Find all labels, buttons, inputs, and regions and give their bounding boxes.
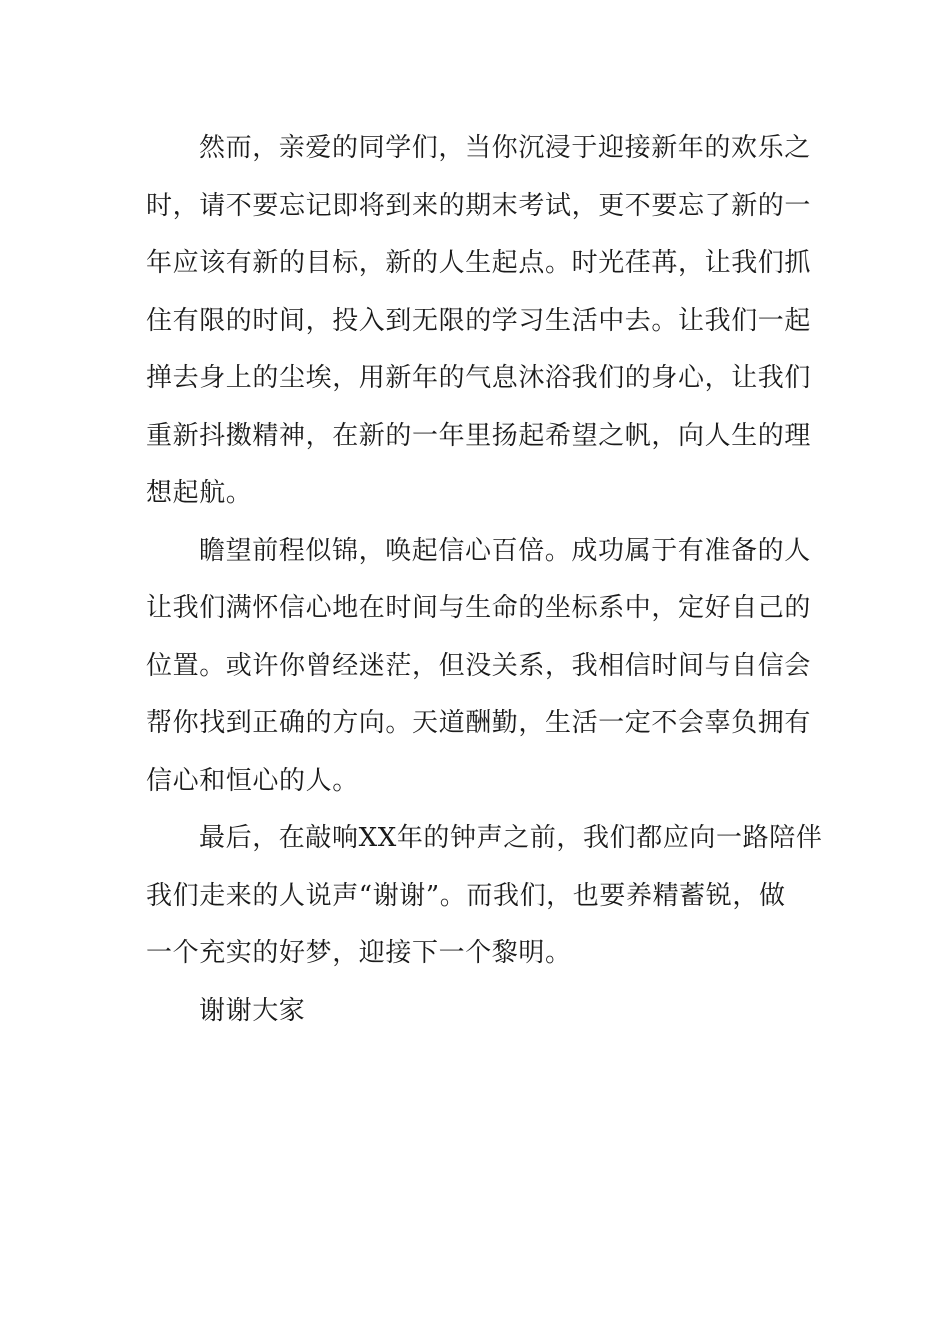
paragraph-line: 住有限的时间，投入到无限的学习生活中去。让我们一起 bbox=[146, 305, 812, 336]
paragraph-line: 位置。或许你曾经迷茫，但没关系，我相信时间与自信会 bbox=[146, 650, 812, 681]
paragraph-line: 信心和恒心的人。 bbox=[146, 765, 359, 796]
paragraph-line: 想起航。 bbox=[146, 478, 253, 508]
paragraph-line: 时，请不要忘记即将到来的期末考试，更不要忘了新的一 bbox=[146, 190, 812, 221]
document-body bbox=[146, 120, 823, 1040]
paragraph-line: 谢谢大家 bbox=[199, 995, 306, 1026]
paragraph-line: 重新抖擞精神，在新的一年里扬起希望之帆，向人生的理 bbox=[146, 420, 812, 451]
paragraph-line: 一个充实的好梦，迎接下一个黎明。 bbox=[146, 938, 572, 968]
paragraph-line: 然而，亲爱的同学们，当你沉浸于迎接新年的欢乐之 bbox=[199, 133, 811, 163]
paragraph-1 bbox=[146, 120, 812, 523]
paragraph-line: 瞻望前程似锦，唤起信心百倍。成功属于有准备的人 bbox=[199, 535, 811, 566]
paragraph-2 bbox=[146, 523, 812, 811]
paragraph-line: 最后，在敲响XX年的钟声之前，我们都应向一路陪伴 bbox=[199, 823, 823, 853]
paragraph-line: 年应该有新的目标，新的人生起点。时光荏苒，让我们抓 bbox=[146, 248, 812, 278]
paragraph-line: 掸去身上的尘埃，用新年的气息沐浴我们的身心，让我们 bbox=[146, 363, 812, 393]
paragraph-3 bbox=[146, 810, 823, 983]
paragraph-line: 我们走来的人说声“谢谢”。而我们，也要养精蓄锐，做 bbox=[146, 880, 786, 911]
paragraph-line: 帮你找到正确的方向。天道酬勤，生活一定不会辜负拥有 bbox=[146, 708, 812, 738]
closing-line bbox=[146, 983, 806, 1041]
paragraph-line: 让我们满怀信心地在时间与生命的坐标系中，定好自己的 bbox=[146, 593, 812, 623]
